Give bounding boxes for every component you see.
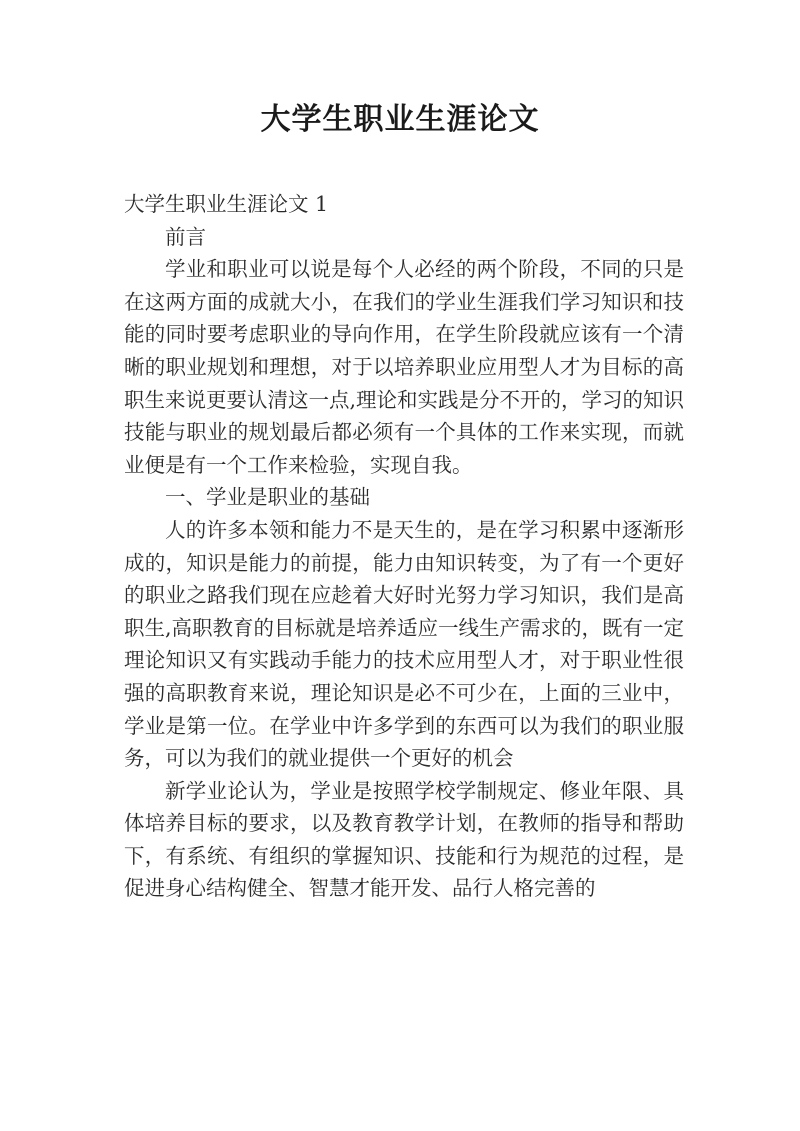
paragraph-1: 人的许多本领和能力不是天生的，是在学习积累中逐渐形成的，知识是能力的前提，能力由知识转变，为了有一个更好的职业之路我们现在应趁着大好时光努力学习知识，我们是高职生,高职教育的目标就是培养适应一线生产需求的，既有一定理论知识又有实践动手能力的技术应用型人才，对于职业性很强的高职教育来说，理论知识是必不可少在，上面的三业中，学业是第一位。在学业中许多学到的东西可以为我们的职业服务，可以为我们的就业提供一个更好的机会 bbox=[124, 517, 685, 771]
paragraph-2: 新学业论认为，学业是按照学校学制规定、修业年限、具体培养目标的要求，以及教育教学计划，在教师的指导和帮助下，有系统、有组织的掌握知识、技能和行为规范的过程，是促进身心结构健全、智慧才能开发、品行人格完善的 bbox=[124, 778, 684, 901]
section-heading-preface: 前言 bbox=[165, 224, 206, 249]
document-body bbox=[124, 188, 684, 905]
section-subtitle: 大学生职业生涯论文 1 bbox=[124, 192, 329, 216]
document-title: 大学生职业生涯论文 bbox=[260, 102, 540, 137]
paragraph-preface: 学业和职业可以说是每个人必经的两个阶段，不同的只是在这两方面的成就大小，在我们的学业生涯我们学习知识和技能的同时要考虑职业的导向作用，在学生阶段就应该有一个清晰的职业规划和理想，对于以培养职业应用型人才为目标的高职生来说更要认清这一点,理论和实践是分不开的，学习的知识技能与职业的规划最后都必须有一个具体的工作来实现，而就业便是有一个工作来检验，实现自我。 bbox=[124, 257, 685, 477]
section-heading-1: 一、学业是职业的基础 bbox=[165, 485, 370, 510]
